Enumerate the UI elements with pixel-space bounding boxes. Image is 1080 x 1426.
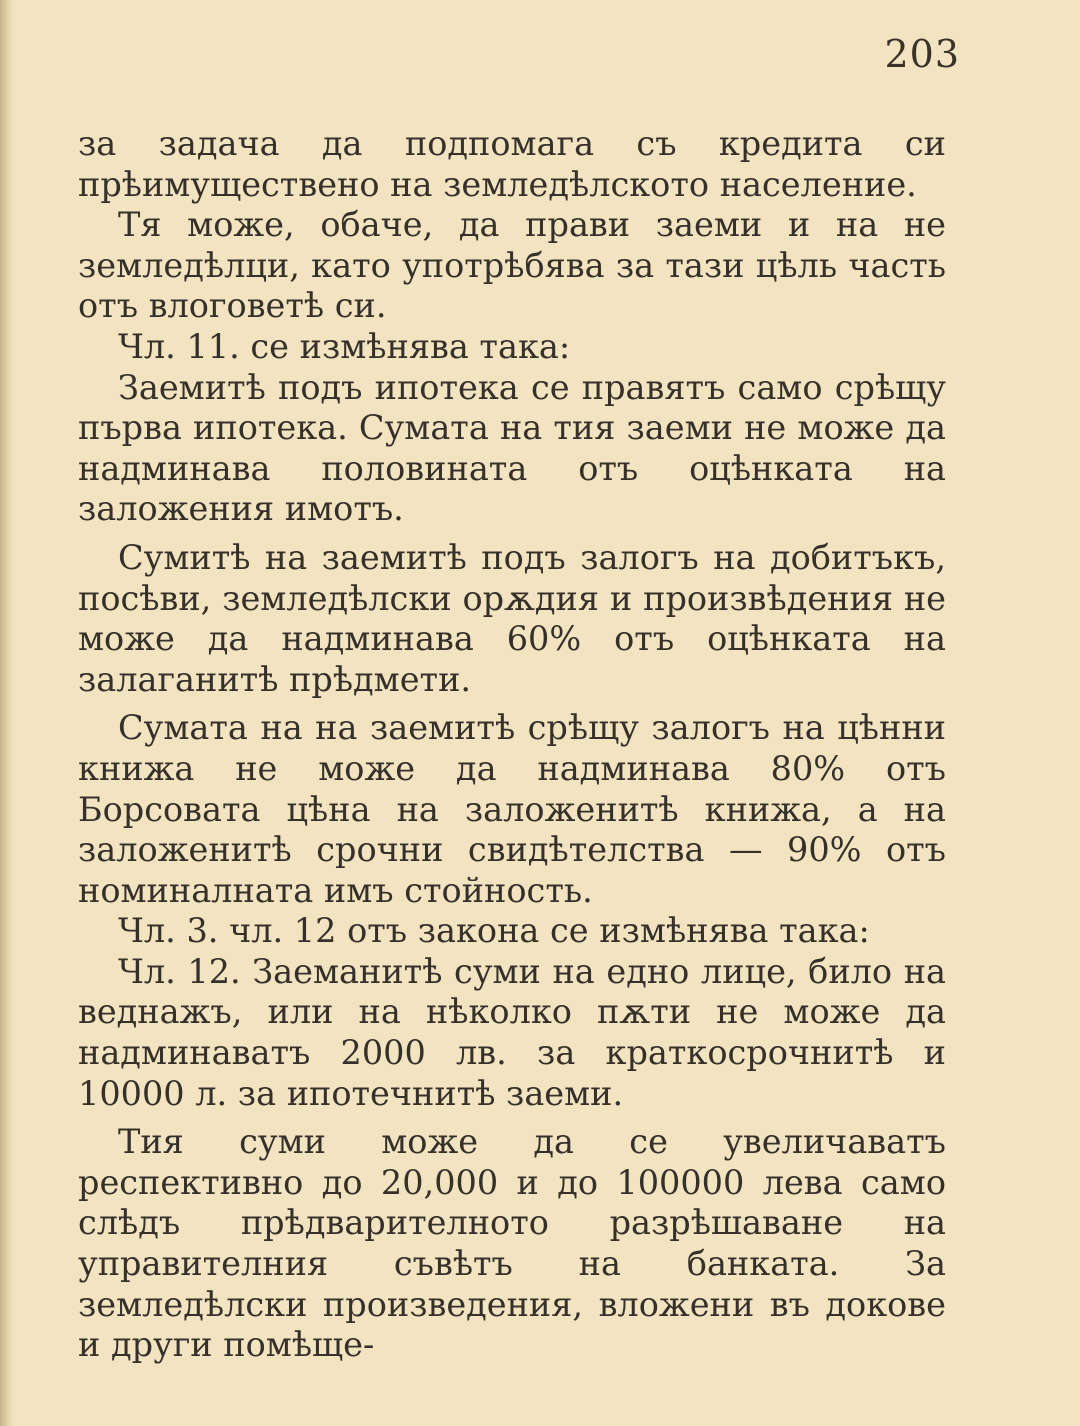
paragraph-pledge-livestock: Сумитѣ на заемитѣ подъ залогъ на добитъкъ, посѣви, земледѣлски орѫдия и произвѣдения не може да надминава 60% отъ оцѣнката на залаганитѣ прѣдмети. <box>78 537 946 699</box>
paragraph-pledge-securities: Сумата на на заемитѣ срѣщу залогъ на цѣнни книжа не може да надминава 80% отъ Борсовата цѣна на заложенитѣ книжа, а на заложенитѣ срочни свидѣтелства — 90% отъ номиналната имъ стойность. <box>78 708 946 910</box>
page-body <box>78 124 946 1366</box>
paragraph-article-3-heading: Чл. 3. чл. 12 отъ закона се измѣнява така: <box>118 911 870 951</box>
page-number: 203 <box>884 32 960 76</box>
page-binding-edge <box>0 0 14 1426</box>
paragraph-mortgage-loans: Заемитѣ подъ ипотека се правятъ само срѣщу първа ипотека. Сумата на тия заеми не може да надминава половината отъ оцѣнката на заложения имотъ. <box>78 367 946 529</box>
paragraph-article-11-heading: Чл. 11. се измѣнява така: <box>118 326 571 366</box>
paragraph-article-12: Чл. 12. Заеманитѣ суми на едно лице, било на веднажъ, или на нѣколко пѫти не може да надминаватъ 2000 лв. за краткосрочнитѣ и 10000 л. за ипотечнитѣ заеми. <box>78 951 946 1113</box>
paragraph-loans-non-farmers: Тя може, обаче, да прави заеми и на не земледѣлци, като употрѣбява за тази цѣль часть отъ влоговетѣ си. <box>78 205 946 326</box>
paragraph-increase-limits: Тия суми може да се увеличаватъ респективно до 20,000 и до 100000 лева само слѣдъ прѣдварителното разрѣшаване на управителния съвѣтъ на банката. За земледѣлски произведения, вложени въ докове и други помѣще- <box>78 1122 946 1365</box>
paragraph-continuation: за задача да подпомага съ кредита си прѣимуществено на земледѣлското население. <box>78 124 946 204</box>
